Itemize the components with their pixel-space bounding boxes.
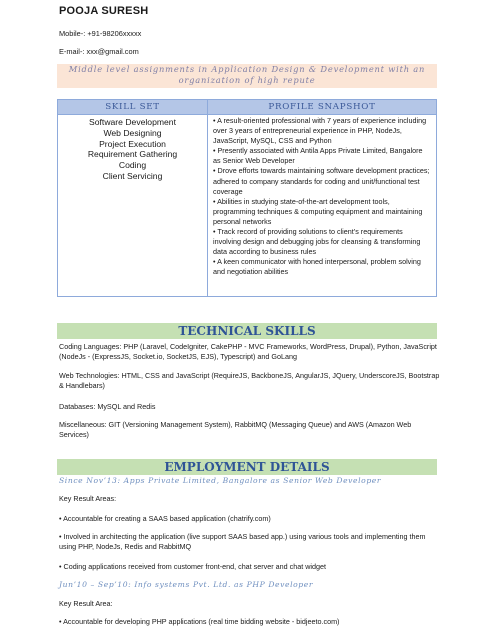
profile-point: • Drove efforts towards maintaining software development practices; adhered to company standards for coding and unit/functional test coverage <box>213 166 430 196</box>
profile-snapshot-header: PROFILE SNAPSHOT <box>208 100 437 115</box>
job-1-title: Since Nov’13: Apps Private Limited, Bangalore as Senior Web Developer <box>59 476 382 485</box>
technical-skills-heading: TECHNICAL SKILLS <box>57 323 437 339</box>
profile-point: • Track record of providing solutions to client’s requirements involving design and debugging jobs for cleansing & transforming data according to business rules <box>213 227 421 257</box>
profile-point: • A result-oriented professional with 7 years of experience including over 3 years of entrepreneurial experience in PHP, NodeJs, JavaScript, MySQL, CSS and Python <box>213 116 427 146</box>
web-technologies-text: Web Technologies: HTML, CSS and JavaScript (RequireJS, BackboneJS, AngularJS, JQuery, UnderscoreJS, Bootstrap & Handlebars) <box>59 371 440 391</box>
job-1-point: • Coding applications received from customer front-end, chat server and chat widget <box>59 562 326 571</box>
skill-item: Software Development <box>89 117 176 127</box>
job-2-title: Jun’10 – Sep’10: Info systems Pvt. Ltd. as PHP Developer <box>59 580 314 589</box>
skill-item: Coding <box>118 160 147 171</box>
job-1-point: • Involved in architecting the application (live support SAAS based app.) using various tools and implementing them using PHP, NodeJs, Redis and RabbitMQ <box>59 532 426 552</box>
mobile-number: Mobile-: +91-98206xxxxx <box>59 29 142 38</box>
summary-table <box>57 99 437 297</box>
miscellaneous-text: Miscellaneous: GIT (Versioning Management System), RabbitMQ (Messaging Queue) and AWS (Amazon Web Services) <box>59 420 412 440</box>
skill-item: Requirement Gathering <box>87 149 178 160</box>
coding-languages-text: Coding Languages: PHP (Laravel, CodeIgniter, CakePHP - MVC Frameworks, WordPress, Drupal), Python, JavaScript (NodeJs - (ExpressJS, Socket.io, SocketJS, EJS), Typescript) and GoLang <box>59 342 437 362</box>
candidate-name: POOJA SURESH <box>59 5 149 17</box>
skill-item: Client Servicing <box>102 170 163 181</box>
profile-point: • Presently associated with Antila Apps Private Limited, Bangalore as Senior Web Developer <box>213 146 423 166</box>
skill-set-header: SKILL SET <box>58 100 208 115</box>
job-1-point: • Accountable for creating a SAAS based application (chatrify.com) <box>59 514 271 523</box>
objective-line-2: organization of high repute <box>178 75 316 85</box>
databases-text: Databases: MySQL and Redis <box>59 402 156 411</box>
career-objective-banner <box>57 64 437 88</box>
skill-set-list <box>58 115 208 297</box>
profile-snapshot-list <box>208 115 437 297</box>
objective-line-1: Middle level assignments in Application Design & Development with an <box>68 64 426 74</box>
skill-item: Project Execution <box>99 138 166 149</box>
job-2-point: • Accountable for developing PHP applications (real time bidding website - bidjeeto.com) <box>59 617 340 626</box>
job-1-kra-label: Key Result Areas: <box>59 494 117 503</box>
skill-item: Web Designing <box>103 127 162 138</box>
profile-point: • Abilities in studying state-of-the-art development tools, programming techniques & computing equipment and maintaining personal networks <box>213 196 423 226</box>
job-2-kra-label: Key Result Area: <box>59 599 113 608</box>
employment-details-heading: EMPLOYMENT DETAILS <box>57 459 437 475</box>
email-address: E-mail-: xxx@gmail.com <box>59 47 139 56</box>
profile-point: • A keen communicator with honed interpersonal, problem solving and negotiation abilities <box>213 257 421 277</box>
